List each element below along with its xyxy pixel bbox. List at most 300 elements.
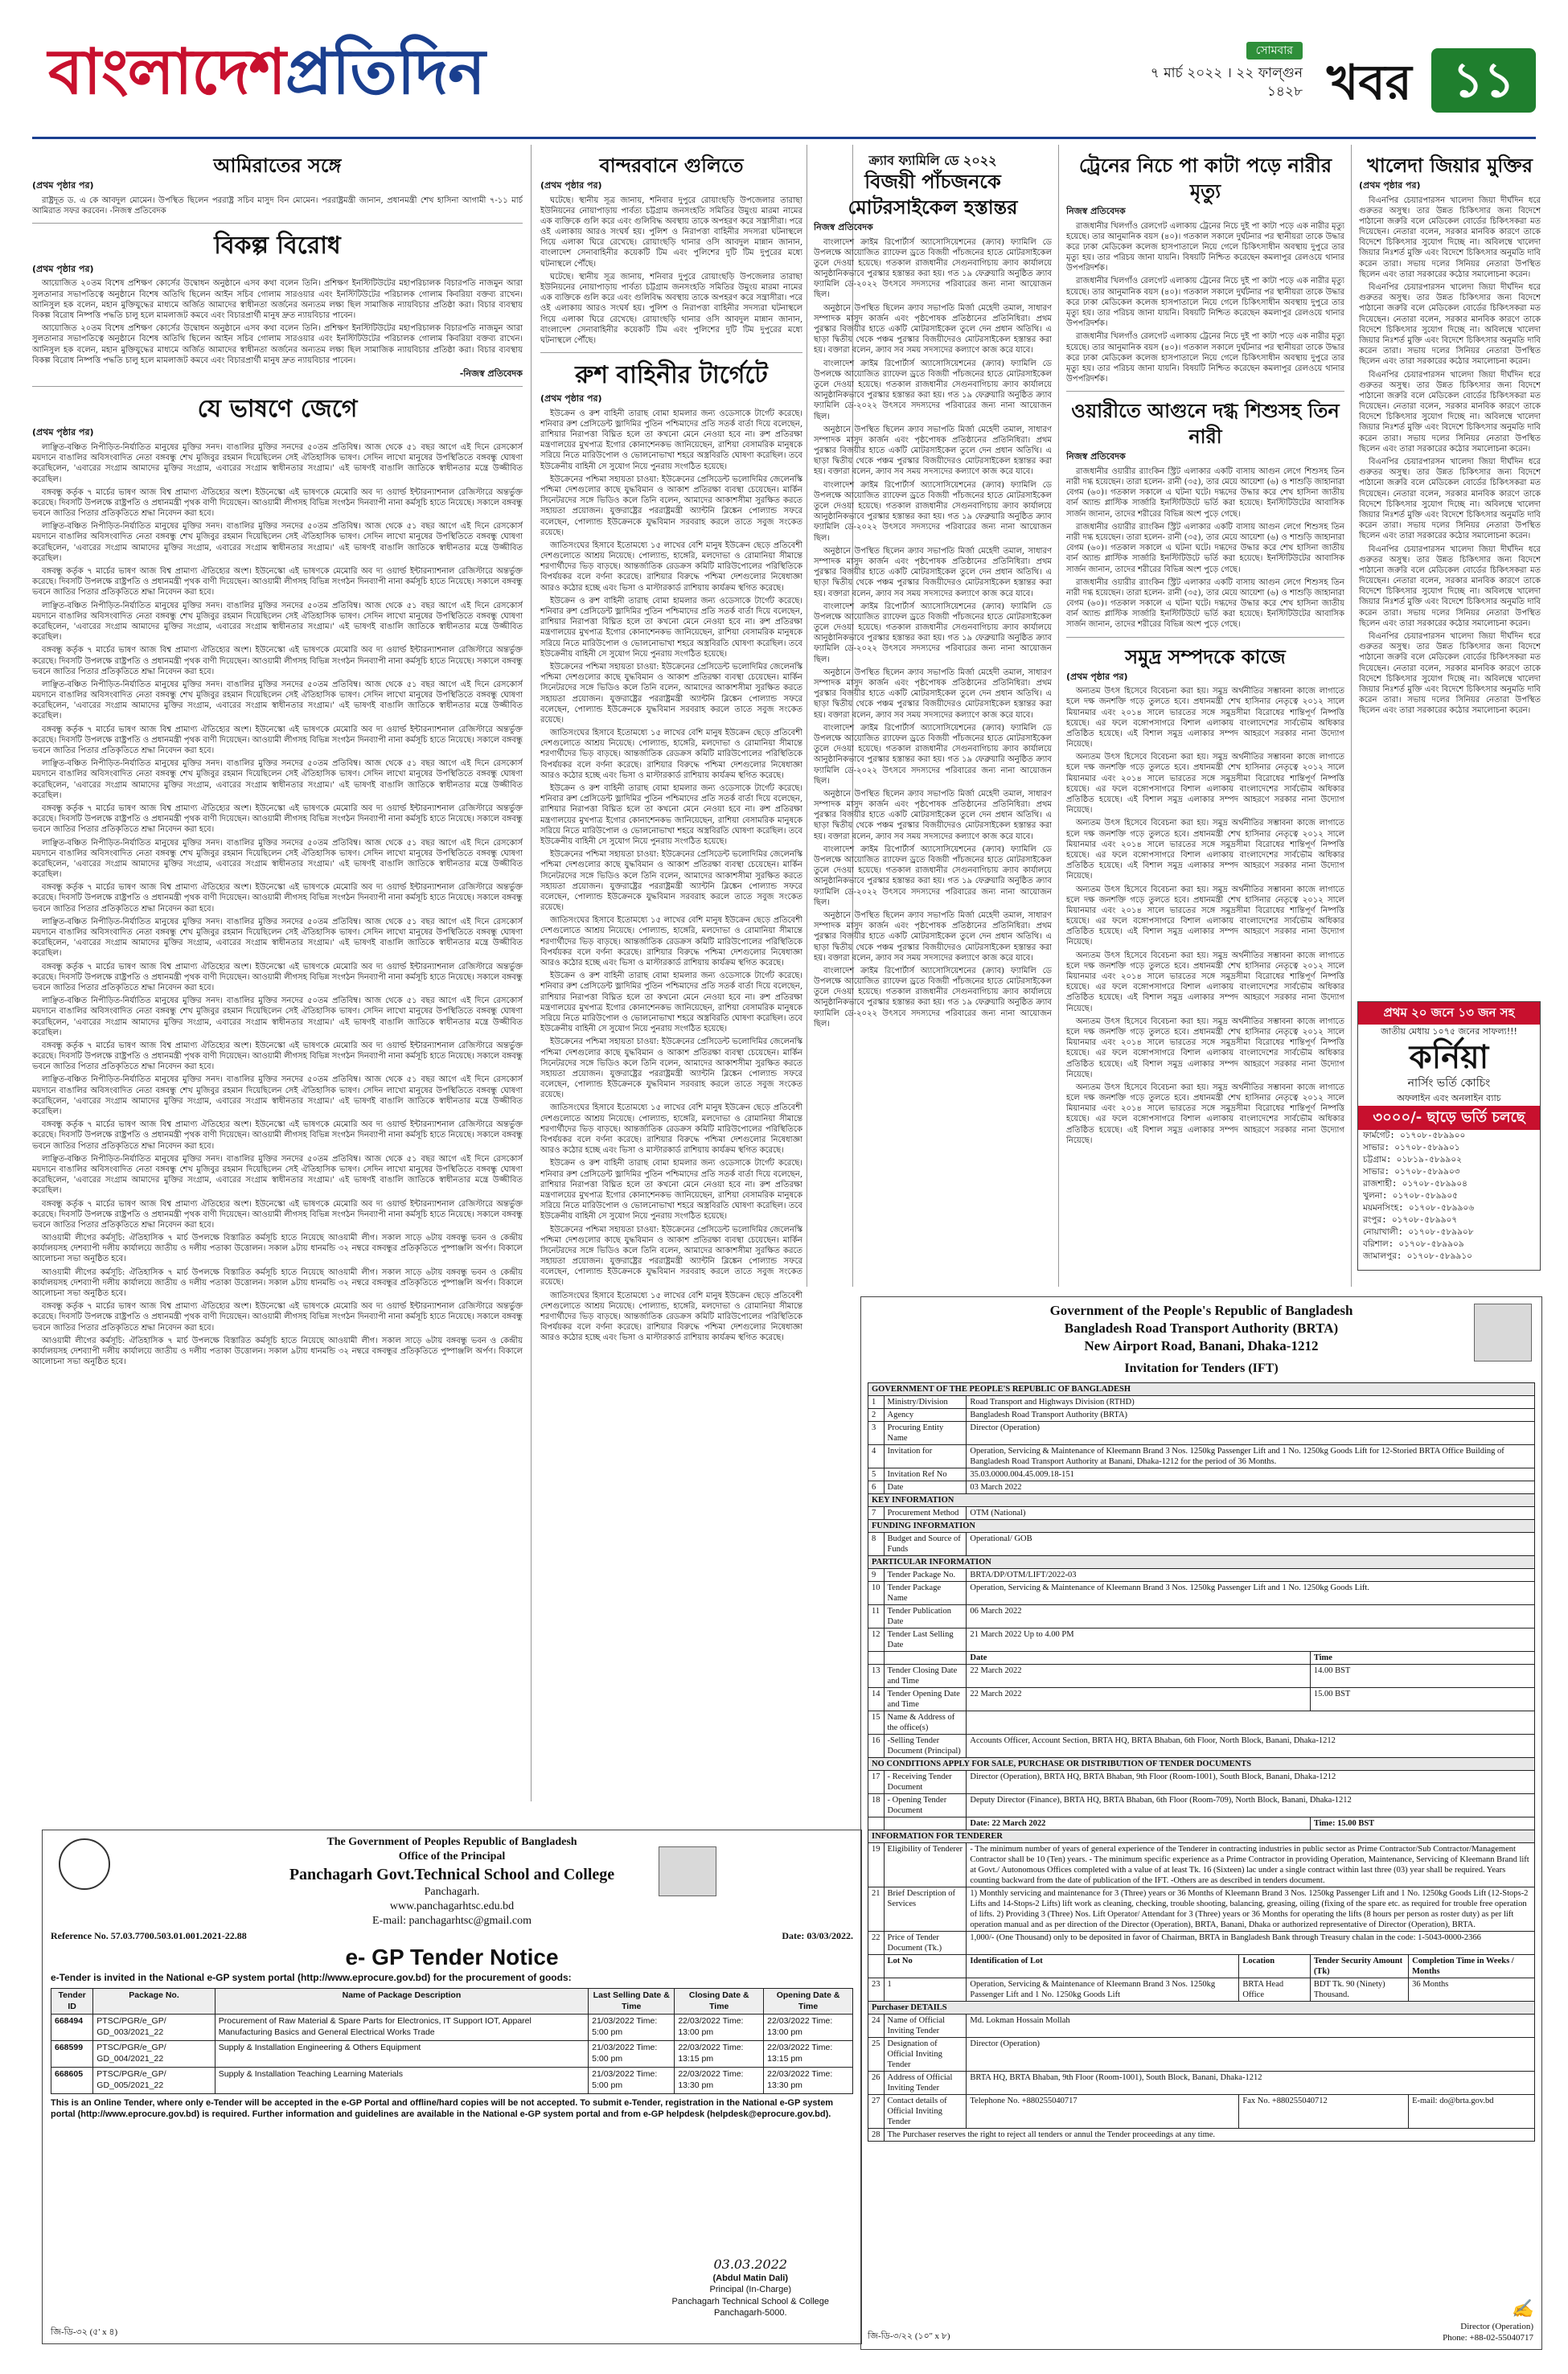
- table-cell: Address of Official Inviting Tender: [884, 2072, 967, 2095]
- article-body: অন্যতম উৎস হিসেবে বিবেচনা করা হয়। সমুদ্র অর্থনীতির সম্ভাবনা কাজে লাগাতে হলে দক্ষ জনশক্তি গড়ে তুলতে হবে। প্রধানমন্ত্রী শেখ হাসিনার নেতৃত্বে ২০১২ সালে মিয়ানমার এবং ২০১৪ সালে ভারতের সঙ্গে সমুদ্রসীমা বিরোধের শান্তিপূর্ণ নিষ্পত্তি হয়েছে। এর ফলে বঙ্গোপসাগরে বিশাল এলাকায় বাংলাদেশের সার্বভৌম অধিকার প্রতিষ্ঠিত হয়েছে। এই বিশাল সমুদ্র এলাকার সম্পদ আহরণে সরকার নানা উদ্যোগ নিয়েছে।: [1066, 753, 1344, 815]
- table-cell: 10: [868, 1582, 885, 1605]
- column-divider: [1058, 145, 1059, 1287]
- tender-header-3: New Airport Road, Banani, Dhaka-1212: [1084, 1338, 1319, 1353]
- headline[interactable]: বিকল্প বিরোধ: [214, 231, 341, 260]
- table-row: [868, 1396, 1535, 1409]
- table-cell: 17: [868, 1771, 885, 1794]
- article-body: ইউক্রেনের পশ্চিমা সহায়তা চাওয়া: ইউক্রেনের প্রেসিডেন্ট ভলোদিমির জেলেনস্কি পশ্চিমা দেশগুলোর কাছে যুদ্ধবিমান ও আকাশ প্রতিরক্ষা ব্যবস্থা চেয়েছেন। মার্কিন সিনেটরদের সঙ্গে ভিডিও কলে তিনি বলেন, আমাদের আকাশসীমা সুরক্ষিত করতে সহায়তা প্রয়োজন। যুক্তরাষ্ট্রের পররাষ্ট্রমন্ত্রী অ্যান্টনি ব্লিঙ্কেন পোল্যান্ড সফরে বলেছেন, পোল্যান্ড ইউক্রেনকে যুদ্ধবিমান সরবরাহ করলে তাতে সবুজ সংকেত রয়েছে।: [540, 662, 802, 725]
- table-cell: 4: [868, 1445, 885, 1468]
- column-4: [1066, 153, 1344, 1287]
- table-cell: PTSC/PGR/e_GP/ GD_004/2021_22: [93, 2041, 215, 2068]
- table-row: [868, 1445, 1535, 1468]
- table-cell: Operation, Servicing & Maintenance of Kleemann Brand 3 Nos. 1250kg Passenger Lift and 1 No. 1250kg Goods Lift.: [967, 1582, 1535, 1605]
- article-body: বঙ্গবন্ধু কর্তৃক ৭ মার্চের ভাষণ আজ বিশ্ব প্রামাণ্য ঐতিহ্যের অংশ। ইউনেস্কো এই ভাষণকে মেমোরি অব দ্য ওয়ার্ল্ড ইন্টারন্যাশনাল রেজিস্টারে অন্তর্ভুক্ত করেছে। দিবসটি উপলক্ষে রাষ্ট্রপতি ও প্রধানমন্ত্রী পৃথক বাণী দিয়েছেন। আওয়ামী লীগসহ বিভিন্ন সংগঠন দিনব্যাপী নানা কর্মসূচি হাতে নিয়েছে। সকালে বঙ্গবন্ধু ভবনে জাতির পিতার প্রতিকৃতিতে শ্রদ্ধা নিবেদন করা হবে।: [32, 803, 523, 835]
- table-cell: Procurement Method: [884, 1507, 967, 1520]
- story-divider: [32, 386, 523, 387]
- table-cell: -Selling Tender Document (Principal): [884, 1735, 967, 1758]
- ad-brand: কর্নিয়া: [1409, 1039, 1489, 1077]
- table-cell: 06 March 2022: [967, 1605, 1535, 1629]
- section-title: খবর: [1327, 55, 1412, 111]
- article-body: রাজধানীর ওয়ারীর র‍্যাংকিন স্ট্রিট এলাকার একটি বাসায় আগুন লেগে শিশুসহ তিন নারী দগ্ধ হয়েছেন। তারা হলেন- রানী (৩৫), তার মেয়ে আয়েশা (৬) ও শাশুড়ি জাহানারা বেগম (৬০)। গতকাল সকালে এ ঘটনা ঘটে। দগ্ধদের উদ্ধার করে শেখ হাসিনা জাতীয় বার্ন অ্যান্ড প্লাস্টিক সার্জারি ইনস্টিটিউটে ভর্তি করা হয়েছে। ইনস্টিটিউটের আবাসিক সার্জন জানান, তাদের শরীরের বিভিন্ন অংশ পুড়ে গেছে।: [1066, 466, 1344, 519]
- article-body: ইউক্রেন ও রুশ বাহিনী তারাছ বোমা হামলার জন্য ওডেসাকে টার্গেট করেছে। শনিবার রুশ প্রেসিডেন্ট ভ্লাদিমির পুতিন পশ্চিমাদের প্রতি সতর্ক বার্তা দিয়ে বলেছেন, রাশিয়ার নিরাপত্তা বিঘ্নিত হলে তা কখনো মেনে নেওয়া হবে না। রুশ প্রতিরক্ষা মন্ত্রণালয়ের মুখপাত্র ইগোর কোনাশেনকভ জানিয়েছেন, রাশিয়া বেসামরিক মানুষকে সরিয়ে নিতে মারিউপোল ও ভোলনোভাখা শহরে অস্ত্রবিরতি ঘোষণা করেছিল। তবে ইউক্রেনীয় বাহিনী সে সুযোগ নিয়ে পুনরায় সংগঠিত হয়েছে।: [540, 971, 802, 1034]
- masthead-rule: [32, 137, 1536, 139]
- table-cell: 23: [868, 1978, 885, 2002]
- table-cell: Designation of Official Inviting Tender: [884, 2038, 967, 2072]
- article-body: বঙ্গবন্ধু কর্তৃক ৭ মার্চের ভাষণ আজ বিশ্ব প্রামাণ্য ঐতিহ্যের অংশ। ইউনেস্কো এই ভাষণকে মেমোরি অব দ্য ওয়ার্ল্ড ইন্টারন্যাশনাল রেজিস্টারে অন্তর্ভুক্ত করেছে। দিবসটি উপলক্ষে রাষ্ট্রপতি ও প্রধানমন্ত্রী পৃথক বাণী দিয়েছেন। আওয়ামী লীগসহ বিভিন্ন সংগঠন দিনব্যাপী নানা কর্মসূচি হাতে নিয়েছে। সকালে বঙ্গবন্ধু ভবনে জাতির পিতার প্রতিকৃতিতে শ্রদ্ধা নিবেদন করা হবে।: [32, 725, 523, 755]
- table-row: [868, 2072, 1535, 2095]
- article-body: বঙ্গবন্ধু কর্তৃক ৭ মার্চের ভাষণ আজ বিশ্ব প্রামাণ্য ঐতিহ্যের অংশ। ইউনেস্কো এই ভাষণকে মেমোরি অব দ্য ওয়ার্ল্ড ইন্টারন্যাশনাল রেজিস্টারে অন্তর্ভুক্ত করেছে। দিবসটি উপলক্ষে রাষ্ট্রপতি ও প্রধানমন্ত্রী পৃথক বাণী দিয়েছেন। আওয়ামী লীগসহ বিভিন্ন সংগঠন দিনব্যাপী নানা কর্মসূচি হাতে নিয়েছে। সকালে বঙ্গবন্ধু ভবনে জাতির পিতার প্রতিকৃতিতে শ্রদ্ধা নিবেদন করা হবে।: [32, 1120, 523, 1151]
- newspaper-logo[interactable]: [48, 32, 486, 121]
- article-body: ইউক্রেন ও রুশ বাহিনী তারাছ বোমা হামলার জন্য ওডেসাকে টার্গেট করেছে। শনিবার রুশ প্রেসিডেন্ট ভ্লাদিমির পুতিন পশ্চিমাদের প্রতি সতর্ক বার্তা দিয়ে বলেছেন, রাশিয়ার নিরাপত্তা বিঘ্নিত হলে তা কখনো মেনে নেওয়া হবে না। রুশ প্রতিরক্ষা মন্ত্রণালয়ের মুখপাত্র ইগোর কোনাশেনকভ জানিয়েছেন, রাশিয়া বেসামরিক মানুষকে সরিয়ে নিতে মারিউপোল ও ভোলনোভাখা শহরে অস্ত্রবিরতি ঘোষণা করেছিল। তবে ইউক্রেনীয় বাহিনী সে সুযোগ নিয়ে পুনরায় সংগঠিত হয়েছে।: [540, 1159, 802, 1222]
- kicker: ক্র্যাব ফ্যামিলি ডে ২০২২: [868, 153, 997, 168]
- table-cell: GOVERNMENT OF THE PEOPLE'S REPUBLIC OF BANGLADESH: [868, 1383, 1535, 1396]
- table-cell: E-mail: do@brta.gov.bd: [1409, 2095, 1535, 2129]
- table-cell: Contact details of Official Inviting Tender: [884, 2095, 967, 2129]
- column-3: [814, 153, 1052, 1287]
- table-cell: Tender Package No.: [884, 1569, 967, 1582]
- ad-branch-item: রাজশাহী: ০১৭০৮-৫৮৯৯০৪: [1363, 1179, 1467, 1189]
- article-body: লাঞ্ছিত-বঞ্চিত নিপীড়িত-নির্যাতিত মানুষের মুক্তির সনদ। বাঙালির মুক্তির সনদের ৫০তম প্রতিবিম্ব। আজ থেকে ৫১ বছর আগে এই দিনে রেসকোর্স ময়দানে বাঙালির অবিসংবাদিত নেতা বঙ্গবন্ধু শেখ মুজিবুর রহমান দিয়েছিলেন সেই ঐতিহাসিক ভাষণ। সেদিন লাখো মানুষের উপস্থিতিতে বঙ্গবন্ধু ঘোষণা করেছিলেন, 'এবারের সংগ্রাম আমাদের মুক্তির সংগ্রাম, এবারের সংগ্রাম স্বাধীনতার সংগ্রাম।' এই ভাষণই বাঙালি জাতিকে স্বাধীনতার মন্ত্রে উজ্জীবিত করেছিল।: [32, 838, 523, 880]
- table-cell: OTM (National): [967, 1507, 1535, 1520]
- notice-intro: e-Tender is invited in the National e-GP system portal (http://www.eprocure.gov.bd) for the procurement of goods:: [51, 1971, 572, 1983]
- article-body: লাঞ্ছিত-বঞ্চিত নিপীড়িত-নির্যাতিত মানুষের মুক্তির সনদ। বাঙালির মুক্তির সনদের ৫০তম প্রতিবিম্ব। আজ থেকে ৫১ বছর আগে এই দিনে রেসকোর্স ময়দানে বাঙালির অবিসংবাদিত নেতা বঙ্গবন্ধু শেখ মুজিবুর রহমান দিয়েছিলেন সেই ঐতিহাসিক ভাষণ। সেদিন লাখো মানুষের উপস্থিতিতে বঙ্গবন্ধু ঘোষণা করেছিলেন, 'এবারের সংগ্রাম আমাদের মুক্তির সংগ্রাম, এবারের সংগ্রাম স্বাধীনতার সংগ্রাম।' এই ভাষণই বাঙালি জাতিকে স্বাধীনতার মন্ত্রে উজ্জীবিত করেছিল।: [32, 442, 523, 484]
- table-cell: 35.03.0000.004.45.009.18-151: [967, 1468, 1535, 1481]
- notice-title: e- GP Tender Notice: [345, 1944, 559, 1969]
- column-5: [1359, 153, 1541, 993]
- byline: (প্রথম পৃষ্ঠার পর): [1359, 180, 1421, 191]
- article-body: ইউক্রেনের পশ্চিমা সহায়তা চাওয়া: ইউক্রেনের প্রেসিডেন্ট ভলোদিমির জেলেনস্কি পশ্চিমা দেশগুলোর কাছে যুদ্ধবিমান ও আকাশ প্রতিরক্ষা ব্যবস্থা চেয়েছেন। মার্কিন সিনেটরদের সঙ্গে ভিডিও কলে তিনি বলেন, আমাদের আকাশসীমা সুরক্ষিত করতে সহায়তা প্রয়োজন। যুক্তরাষ্ট্রের পররাষ্ট্রমন্ত্রী অ্যান্টনি ব্লিঙ্কেন পোল্যান্ড সফরে বলেছেন, পোল্যান্ড ইউক্রেনকে যুদ্ধবিমান সরবরাহ করলে তাতে সবুজ সংকেত রয়েছে।: [540, 1037, 802, 1100]
- table-header: Tender ID: [51, 1988, 93, 2015]
- headline[interactable]: সমুদ্র সম্পদকে কাজে: [1125, 645, 1286, 668]
- signature: ✍: [1511, 2298, 1533, 2319]
- table-header: Package No.: [93, 1988, 215, 2015]
- table-row: [868, 1582, 1535, 1605]
- table-cell: Telephone No. +880255040717: [967, 2095, 1239, 2129]
- table-cell: 668599: [51, 2041, 93, 2068]
- table-cell: Identification of Lot: [967, 1955, 1239, 1978]
- article-body: অন্যতম উৎস হিসেবে বিবেচনা করা হয়। সমুদ্র অর্থনীতির সম্ভাবনা কাজে লাগাতে হলে দক্ষ জনশক্তি গড়ে তুলতে হবে। প্রধানমন্ত্রী শেখ হাসিনার নেতৃত্বে ২০১২ সালে মিয়ানমার এবং ২০১৪ সালে ভারতের সঙ্গে সমুদ্রসীমা বিরোধের শান্তিপূর্ণ নিষ্পত্তি হয়েছে। এর ফলে বঙ্গোপসাগরে বিশাল এলাকায় বাংলাদেশের সার্বভৌম অধিকার প্রতিষ্ঠিত হয়েছে। এই বিশাল সমুদ্র এলাকার সম্পদ আহরণে সরকার নানা উদ্যোগ নিয়েছে।: [1066, 951, 1344, 1013]
- tender-title: Invitation for Tenders (IFT): [1124, 1362, 1279, 1375]
- table-cell: Director (Operation): [967, 2038, 1535, 2072]
- article-body: আয়োজিত ২০তম বিশেষ প্রশিক্ষণ কোর্সের উদ্বোধন অনুষ্ঠানে এসব কথা বলেন তিনি। প্রশিক্ষণ ইনস্টিটিউটের মহাপরিচালক বিচারপতি নাজমুন আরা সুলতানার সভাপতিত্বে অনুষ্ঠানে বিশেষ অতিথি ছিলেন আইন সচিব গোলাম সারওয়ার এবং ইনস্টিটিউটের পরিচালক গোলাম কিবরিয়া বক্তব্য রাখেন। আনিসুল হক বলেন, মহান মুক্তিযুদ্ধের মাধ্যমে অর্জিত আমাদের স্বাধীনতা অর্জনের অন্যতম লক্ষ্য ছিল সামাজিক ন্যায়বিচার প্রতিষ্ঠা করা। বিচার ব্যবস্থায় বিকল্প বিরোধ নিষ্পত্তি পদ্ধতি চালু হলে মামলাজট কমবে এবং বিচারপ্রার্থী মানুষ দ্রুত ন্যায়বিচার পাবেন।: [32, 279, 523, 320]
- headline[interactable]: আমিরাতের সঙ্গে: [213, 154, 342, 177]
- article-body: বঙ্গবন্ধু কর্তৃক ৭ মার্চের ভাষণ আজ বিশ্ব প্রামাণ্য ঐতিহ্যের অংশ। ইউনেস্কো এই ভাষণকে মেমোরি অব দ্য ওয়ার্ল্ড ইন্টারন্যাশনাল রেজিস্টারে অন্তর্ভুক্ত করেছে। দিবসটি উপলক্ষে রাষ্ট্রপতি ও প্রধানমন্ত্রী পৃথক বাণী দিয়েছেন। আওয়ামী লীগসহ বিভিন্ন সংগঠন দিনব্যাপী নানা কর্মসূচি হাতে নিয়েছে। সকালে বঙ্গবন্ধু ভবনে জাতির পিতার প্রতিকৃতিতে শ্রদ্ধা নিবেদন করা হবে।: [32, 1199, 523, 1230]
- table-cell: 03 March 2022: [967, 1481, 1535, 1494]
- table-row: [868, 1481, 1535, 1494]
- portrait-image: [1474, 1304, 1532, 1362]
- table-cell: Bangladesh Road Transport Authority (BRTA): [967, 1409, 1535, 1422]
- table-cell: 1: [884, 1978, 967, 2002]
- seal-image: [59, 1838, 110, 1890]
- table-row: [868, 1665, 1535, 1688]
- table-cell: Operation, Servicing & Maintenance of Kleemann Brand 3 Nos. 1250kg Passenger Lift and 1 No. 1250kg Goods Lift: [967, 1978, 1239, 2002]
- table-cell: [868, 1652, 885, 1665]
- table-row: [51, 2015, 853, 2041]
- table-cell: 668605: [51, 2067, 93, 2093]
- table-cell: The Purchaser reserves the right to reject all tenders or annul the Tender proceedings at any time.: [884, 2129, 1535, 2142]
- headline[interactable]: বিজয়ী পাঁচজনকে মোটরসাইকেল হস্তান্তর: [848, 170, 1018, 219]
- table-cell: BRTA Head Office: [1239, 1978, 1310, 2002]
- headline[interactable]: যে ভাষণে জেগে: [197, 395, 358, 424]
- table-cell: 21/03/2022 Time: 5:00 pm: [589, 2015, 675, 2041]
- table-cell: Location: [1239, 1955, 1310, 1978]
- article-body: লাঞ্ছিত-বঞ্চিত নিপীড়িত-নির্যাতিত মানুষের মুক্তির সনদ। বাঙালির মুক্তির সনদের ৫০তম প্রতিবিম্ব। আজ থেকে ৫১ বছর আগে এই দিনে রেসকোর্স ময়দানে বাঙালির অবিসংবাদিত নেতা বঙ্গবন্ধু শেখ মুজিবুর রহমান দিয়েছিলেন সেই ঐতিহাসিক ভাষণ। সেদিন লাখো মানুষের উপস্থিতিতে বঙ্গবন্ধু ঘোষণা করেছিলেন, 'এবারের সংগ্রাম আমাদের মুক্তির সংগ্রাম, এবারের সংগ্রাম স্বাধীনতার সংগ্রাম।' এই ভাষণই বাঙালি জাতিকে স্বাধীনতার মন্ত্রে উজ্জীবিত করেছিল।: [32, 1075, 523, 1116]
- table-row: [868, 1629, 1535, 1652]
- table-cell: 24: [868, 2015, 885, 2038]
- signature-block: [1443, 2298, 1533, 2344]
- signature-block: [672, 2256, 829, 2319]
- headline[interactable]: বান্দরবানে গুলিতে: [599, 154, 744, 177]
- table-row: [868, 1688, 1535, 1711]
- column-divider: [531, 145, 532, 1801]
- sign-role: Principal (In-Charge): [709, 2285, 791, 2295]
- brta-tender-notice: [860, 1296, 1542, 2350]
- table-cell: 15.00 BST: [1310, 1688, 1534, 1711]
- table-row: [868, 1520, 1535, 1533]
- table-cell: 22/03/2022 Time: 13:00 pm: [764, 2015, 853, 2041]
- table-cell: Budget and Source of Funds: [884, 1533, 967, 1556]
- article-body: লাঞ্ছিত-বঞ্চিত নিপীড়িত-নির্যাতিত মানুষের মুক্তির সনদ। বাঙালির মুক্তির সনদের ৫০তম প্রতিবিম্ব। আজ থেকে ৫১ বছর আগে এই দিনে রেসকোর্স ময়দানে বাঙালির অবিসংবাদিত নেতা বঙ্গবন্ধু শেখ মুজিবুর রহমান দিয়েছিলেন সেই ঐতিহাসিক ভাষণ। সেদিন লাখো মানুষের উপস্থিতিতে বঙ্গবন্ধু ঘোষণা করেছিলেন, 'এবারের সংগ্রাম আমাদের মুক্তির সংগ্রাম, এবারের সংগ্রাম স্বাধীনতার সংগ্রাম।' এই ভাষণই বাঙালি জাতিকে স্বাধীনতার মন্ত্রে উজ্জীবিত করেছিল।: [32, 1154, 523, 1196]
- table-cell: Deputy Director (Finance), BRTA HQ, BRTA Bhaban, 6th Floor (Room-709), North Block, Banani, Dhaka-1212: [967, 1794, 1535, 1817]
- reference-no: Reference No. 57.03.7700.503.01.001.2021-22.88: [51, 1930, 247, 1941]
- table-cell: Price of Tender Document (Tk.): [884, 1932, 967, 1955]
- table-row: [868, 1422, 1535, 1445]
- story-divider: [1066, 637, 1344, 638]
- article-body: লাঞ্ছিত-বঞ্চিত নিপীড়িত-নির্যাতিত মানুষের মুক্তির সনদ। বাঙালির মুক্তির সনদের ৫০তম প্রতিবিম্ব। আজ থেকে ৫১ বছর আগে এই দিনে রেসকোর্স ময়দানে বাঙালির অবিসংবাদিত নেতা বঙ্গবন্ধু শেখ মুজিবুর রহমান দিয়েছিলেন সেই ঐতিহাসিক ভাষণ। সেদিন লাখো মানুষের উপস্থিতিতে বঙ্গবন্ধু ঘোষণা করেছিলেন, 'এবারের সংগ্রাম আমাদের মুক্তির সংগ্রাম, এবারের সংগ্রাম স্বাধীনতার সংগ্রাম।' এই ভাষণই বাঙালি জাতিকে স্বাধীনতার মন্ত্রে উজ্জীবিত করেছিল।: [32, 680, 523, 721]
- tender-table: [868, 1382, 1535, 2142]
- story-divider: [32, 223, 523, 224]
- table-row: [868, 2015, 1535, 2038]
- article-body: অনুষ্ঠানে উপস্থিত ছিলেন ক্র্যাব সভাপতি মির্জা মেহেদী তমাল, সাধারণ সম্পাদক মাসুদ কার্জন এবং পৃষ্ঠপোষক প্রতিষ্ঠানের প্রতিনিধিরা। প্রথম পুরস্কার বিজয়ীর হাতে একটি মোটরসাইকেল তুলে দেন প্রধান অতিথি। এ ছাড়া দ্বিতীয় থেকে পঞ্চম পুরস্কার বিজয়ীদেরও মোটরসাইকেল হস্তান্তর করা হয়। বক্তারা বলেন, ক্র্যাব সব সময় সদস্যদের কল্যাণে কাজ করে যাবে।: [814, 789, 1052, 841]
- table-cell: [868, 1955, 885, 1978]
- ad-branch-item: খুলনা: ০১৭০৮-৫৮৯৯০৫: [1363, 1191, 1458, 1201]
- headline[interactable]: ট্রেনের নিচে পা কাটা পড়ে নারীর মৃত্যু: [1078, 154, 1332, 203]
- headline[interactable]: রুশ বাহিনীর টার্গেটে: [575, 361, 768, 390]
- table-cell: Director (Operation): [967, 1422, 1535, 1445]
- ad-cornia[interactable]: [1357, 1001, 1541, 1271]
- article-body: লাঞ্ছিত-বঞ্চিত নিপীড়িত-নির্যাতিত মানুষের মুক্তির সনদ। বাঙালির মুক্তির সনদের ৫০তম প্রতিবিম্ব। আজ থেকে ৫১ বছর আগে এই দিনে রেসকোর্স ময়দানে বাঙালির অবিসংবাদিত নেতা বঙ্গবন্ধু শেখ মুজিবুর রহমান দিয়েছিলেন সেই ঐতিহাসিক ভাষণ। সেদিন লাখো মানুষের উপস্থিতিতে বঙ্গবন্ধু ঘোষণা করেছিলেন, 'এবারের সংগ্রাম আমাদের মুক্তির সংগ্রাম, এবারের সংগ্রাম স্বাধীনতার সংগ্রাম।' এই ভাষণই বাঙালি জাতিকে স্বাধীনতার মন্ত্রে উজ্জীবিত করেছিল।: [32, 601, 523, 643]
- byline: নিজস্ব প্রতিবেদক: [1066, 206, 1126, 216]
- table-cell: 3: [868, 1422, 885, 1445]
- table-cell: Eligibility of Tenderer: [884, 1843, 967, 1887]
- table-cell: 21 March 2022 Up to 4.00 PM: [967, 1629, 1535, 1652]
- article-body: লাঞ্ছিত-বঞ্চিত নিপীড়িত-নির্যাতিত মানুষের মুক্তির সনদ। বাঙালির মুক্তির সনদের ৫০তম প্রতিবিম্ব। আজ থেকে ৫১ বছর আগে এই দিনে রেসকোর্স ময়দানে বাঙালির অবিসংবাদিত নেতা বঙ্গবন্ধু শেখ মুজিবুর রহমান দিয়েছিলেন সেই ঐতিহাসিক ভাষণ। সেদিন লাখো মানুষের উপস্থিতিতে বঙ্গবন্ধু ঘোষণা করেছিলেন, 'এবারের সংগ্রাম আমাদের মুক্তির সংগ্রাম, এবারের সংগ্রাম স্বাধীনতার সংগ্রাম।' এই ভাষণই বাঙালি জাতিকে স্বাধীনতার মন্ত্রে উজ্জীবিত করেছিল।: [32, 917, 523, 959]
- article-body: লাঞ্ছিত-বঞ্চিত নিপীড়িত-নির্যাতিত মানুষের মুক্তির সনদ। বাঙালির মুক্তির সনদের ৫০তম প্রতিবিম্ব। আজ থেকে ৫১ বছর আগে এই দিনে রেসকোর্স ময়দানে বাঙালির অবিসংবাদিত নেতা বঙ্গবন্ধু শেখ মুজিবুর রহমান দিয়েছিলেন সেই ঐতিহাসিক ভাষণ। সেদিন লাখো মানুষের উপস্থিতিতে বঙ্গবন্ধু ঘোষণা করেছিলেন, 'এবারের সংগ্রাম আমাদের মুক্তির সংগ্রাম, এবারের সংগ্রাম স্বাধীনতার সংগ্রাম।' এই ভাষণই বাঙালি জাতিকে স্বাধীনতার মন্ত্রে উজ্জীবিত করেছিল।: [32, 522, 523, 563]
- table-row: [868, 1830, 1535, 1843]
- ref-row: [51, 1930, 853, 1943]
- table-row: [868, 1652, 1535, 1665]
- masthead: [0, 0, 1568, 161]
- story-divider: [1066, 391, 1344, 392]
- table-cell: Tender Opening Date and Time: [884, 1688, 967, 1711]
- article-body: বঙ্গবন্ধু কর্তৃক ৭ মার্চের ভাষণ আজ বিশ্ব প্রামাণ্য ঐতিহ্যের অংশ। ইউনেস্কো এই ভাষণকে মেমোরি অব দ্য ওয়ার্ল্ড ইন্টারন্যাশনাল রেজিস্টারে অন্তর্ভুক্ত করেছে। দিবসটি উপলক্ষে রাষ্ট্রপতি ও প্রধানমন্ত্রী পৃথক বাণী দিয়েছেন। আওয়ামী লীগসহ বিভিন্ন সংগঠন দিনব্যাপী নানা কর্মসূচি হাতে নিয়েছে। সকালে বঙ্গবন্ধু ভবনে জাতির পিতার প্রতিকৃতিতে শ্রদ্ধা নিবেদন করা হবে।: [32, 646, 523, 676]
- table-cell: 25: [868, 2038, 885, 2072]
- tender-header-2: Bangladesh Road Transport Authority (BRTA): [1064, 1320, 1339, 1336]
- table-row: [868, 1735, 1535, 1758]
- page-number: ১১: [1431, 48, 1536, 113]
- article-body: বঙ্গবন্ধু কর্তৃক ৭ মার্চের ভাষণ আজ বিশ্ব প্রামাণ্য ঐতিহ্যের অংশ। ইউনেস্কো এই ভাষণকে মেমোরি অব দ্য ওয়ার্ল্ড ইন্টারন্যাশনাল রেজিস্টারে অন্তর্ভুক্ত করেছে। দিবসটি উপলক্ষে রাষ্ট্রপতি ও প্রধানমন্ত্রী পৃথক বাণী দিয়েছেন। আওয়ামী লীগসহ বিভিন্ন সংগঠন দিনব্যাপী নানা কর্মসূচি হাতে নিয়েছে। সকালে বঙ্গবন্ধু ভবনে জাতির পিতার প্রতিকৃতিতে শ্রদ্ধা নিবেদন করা হবে।: [32, 487, 523, 519]
- table-cell: 22/03/2022 Time: 13:15 pm: [675, 2041, 764, 2068]
- table-cell: Tender Last Selling Date: [884, 1629, 967, 1652]
- table-cell: Time: 15.00 BST: [1310, 1817, 1534, 1830]
- article-body: বাংলাদেশ ক্রাইম রিপোর্টার্স অ্যাসোসিয়েশনের (ক্র্যাব) ফ্যামিলি ডে উপলক্ষে আয়োজিত র‍্যাফেল ড্রতে বিজয়ী পাঁচজনের হাতে মোটরসাইকেল তুলে দেওয়া হয়েছে। গতকাল রাজধানীর সেগুনবাগিচায় ক্র্যাব কার্যালয়ে আনুষ্ঠানিকভাবে পুরস্কার হস্তান্তর করা হয়। গত ১৯ ফেব্রুয়ারি অনুষ্ঠিত ক্র্যাব ফ্যামিলি ডে-২০২২ উৎসবে সদস্যদের পরিবারের জন্য নানা আয়োজন ছিল।: [814, 966, 1052, 1029]
- institute-email[interactable]: E-mail: panchagarhtsc@gmail.com: [372, 1915, 532, 1927]
- article-body: রাজধানীর খিলগাঁও রেলগেট এলাকায় ট্রেনের নিচে দুই পা কাটা পড়ে এক নারীর মৃত্যু হয়েছে। তার আনুমানিক বয়স (৪০)। গতকাল সকালে দুর্ঘটনার পর স্থানীয়রা তাকে উদ্ধার করে ঢাকা মেডিকেল কলেজ হাসপাতালে নিয়ে গেলে চিকিৎসাধীন অবস্থায় দুপুরে তার মৃত্যু হয়। তার পরিচয় জানা যায়নি। বিষয়টি নিশ্চিত করেছেন কমলাপুর রেলওয়ে থানার উপপরিদর্শক।: [1066, 277, 1344, 329]
- table-cell: FUNDING INFORMATION: [868, 1520, 1535, 1533]
- table-cell: 36 Months: [1409, 1978, 1535, 2002]
- table-cell: [868, 1817, 885, 1830]
- table-cell: Agency: [884, 1409, 967, 1422]
- article-body: লাঞ্ছিত-বঞ্চিত নিপীড়িত-নির্যাতিত মানুষের মুক্তির সনদ। বাঙালির মুক্তির সনদের ৫০তম প্রতিবিম্ব। আজ থেকে ৫১ বছর আগে এই দিনে রেসকোর্স ময়দানে বাঙালির অবিসংবাদিত নেতা বঙ্গবন্ধু শেখ মুজিবুর রহমান দিয়েছিলেন সেই ঐতিহাসিক ভাষণ। সেদিন লাখো মানুষের উপস্থিতিতে বঙ্গবন্ধু ঘোষণা করেছিলেন, 'এবারের সংগ্রাম আমাদের মুক্তির সংগ্রাম, এবারের সংগ্রাম স্বাধীনতার সংগ্রাম।' এই ভাষণই বাঙালি জাতিকে স্বাধীনতার মন্ত্রে উজ্জীবিত করেছিল।: [32, 996, 523, 1037]
- table-cell: Tender Package Name: [884, 1582, 967, 1605]
- table-cell: 11: [868, 1605, 885, 1629]
- table-cell: 22 March 2022: [967, 1665, 1310, 1688]
- sign-place: Panchagarh-5000.: [714, 2308, 787, 2319]
- byline: -নিজস্ব প্রতিবেদক: [459, 368, 523, 379]
- table-cell: 22 March 2022: [967, 1688, 1310, 1711]
- ad-code: জি-ডি-৩/২২ (১০'' x ৮): [868, 2331, 950, 2342]
- table-row: [868, 1932, 1535, 1955]
- table-cell: 21: [868, 1887, 885, 1932]
- table-cell: 21/03/2022 Time: 5:00 pm: [589, 2067, 675, 2093]
- table-row: [51, 2041, 853, 2068]
- article-body: আওয়ামী লীগের কর্মসূচি: ঐতিহাসিক ৭ মার্চ উপলক্ষে বিস্তারিত কর্মসূচি হাতে নিয়েছে আওয়ামী লীগ। সকাল সাড়ে ৬টায় বঙ্গবন্ধু ভবন ও কেন্দ্রীয় কার্যালয়সহ দেশব্যাপী দলীয় কার্যালয়ে জাতীয় ও দলীয় পতাকা উত্তোলন। সকাল ৯টায় ধানমন্ডি ৩২ নম্বরে বঙ্গবন্ধুর প্রতিকৃতিতে পুষ্পাঞ্জলি অর্পণ। বিকালে আলোচনা সভা অনুষ্ঠিত হবে।: [32, 1336, 523, 1367]
- table-cell: Road Transport and Highways Division (RTHD): [967, 1396, 1535, 1409]
- article-body: আয়োজিত ২০তম বিশেষ প্রশিক্ষণ কোর্সের উদ্বোধন অনুষ্ঠানে এসব কথা বলেন তিনি। প্রশিক্ষণ ইনস্টিটিউটের মহাপরিচালক বিচারপতি নাজমুন আরা সুলতানার সভাপতিত্বে অনুষ্ঠানে বিশেষ অতিথি ছিলেন আইন সচিব গোলাম সারওয়ার এবং ইনস্টিটিউটের পরিচালক গোলাম কিবরিয়া বক্তব্য রাখেন। আনিসুল হক বলেন, মহান মুক্তিযুদ্ধের মাধ্যমে অর্জিত আমাদের স্বাধীনতা অর্জনের অন্যতম লক্ষ্য ছিল সামাজিক ন্যায়বিচার প্রতিষ্ঠা করা। বিচার ব্যবস্থায় বিকল্প বিরোধ নিষ্পত্তি পদ্ধতি চালু হলে মামলাজট কমবে এবং বিচারপ্রার্থী মানুষ দ্রুত ন্যায়বিচার পাবেন।: [32, 324, 523, 365]
- table-cell: 21/03/2022 Time: 5:00 pm: [589, 2041, 675, 2068]
- table-cell: 15: [868, 1711, 885, 1735]
- column-1: [32, 153, 523, 1817]
- table-cell: 22/03/2022 Time: 13:30 pm: [764, 2067, 853, 2093]
- headline[interactable]: ওয়ারীতে আগুনে দগ্ধ শিশুসহ তিন নারী: [1071, 400, 1340, 449]
- ad-branch-item: নোয়াখালী: ০১৭০৮-৫৮৯৯০৮: [1363, 1227, 1474, 1238]
- table-cell: BDT Tk. 90 (Ninety) Thousand.: [1310, 1978, 1408, 2002]
- article-body: ইউক্রেন ও রুশ বাহিনী তারাছ বোমা হামলার জন্য ওডেসাকে টার্গেট করেছে। শনিবার রুশ প্রেসিডেন্ট ভ্লাদিমির পুতিন পশ্চিমাদের প্রতি সতর্ক বার্তা দিয়ে বলেছেন, রাশিয়ার নিরাপত্তা বিঘ্নিত হলে তা কখনো মেনে নেওয়া হবে না। রুশ প্রতিরক্ষা মন্ত্রণালয়ের মুখপাত্র ইগোর কোনাশেনকভ জানিয়েছেন, রাশিয়া বেসামরিক মানুষকে সরিয়ে নিতে মারিউপোল ও ভোলনোভাখা শহরে অস্ত্রবিরতি ঘোষণা করেছিল। তবে ইউক্রেনীয় বাহিনী সে সুযোগ নিয়ে পুনরায় সংগঠিত হয়েছে।: [540, 784, 802, 846]
- table-cell: 22/03/2022 Time: 13:15 pm: [764, 2041, 853, 2068]
- byline: (প্রথম পৃষ্ঠার পর): [540, 393, 602, 405]
- article-body: ঘটেছে। স্থানীয় সূত্র জানায়, শনিবার দুপুরে রোয়াংছড়ি উপজেলার তারাছা ইউনিয়নের নোয়াপাড়ায় পার্বত্য চট্টগ্রাম জনসংহতি সমিতির উমুংয় মারমা নামের এক ব্যক্তিকে গুলি করে এবং গুলিবিদ্ধ অবস্থায় তাকে অপহরণ করে সন্ত্রাসীরা। পরে ওই এলাকায় আরও সংঘর্ষ হয়। পুলিশ ও নিরাপত্তা বাহিনীর সদস্যরা ঘটনাস্থলে গিয়ে এলাকা ঘিরে রেখেছে। রোয়াংছড়ি থানার ওসি আবদুল মান্নান জানান, বাংলাদেশ সেনাবাহিনীর কয়েকটি টিম এবং পুলিশের দুটি টিম দুপুরের মধ্যে ঘটনাস্থলে পৌঁছে।: [540, 272, 802, 345]
- table-cell: Purchaser DETAILS: [868, 2002, 1535, 2015]
- table-cell: 16: [868, 1735, 885, 1758]
- article-body: ইউক্রেনের পশ্চিমা সহায়তা চাওয়া: ইউক্রেনের প্রেসিডেন্ট ভলোদিমির জেলেনস্কি পশ্চিমা দেশগুলোর কাছে যুদ্ধবিমান ও আকাশ প্রতিরক্ষা ব্যবস্থা চেয়েছেন। মার্কিন সিনেটরদের সঙ্গে ভিডিও কলে তিনি বলেন, আমাদের আকাশসীমা সুরক্ষিত করতে সহায়তা প্রয়োজন। যুক্তরাষ্ট্রের পররাষ্ট্রমন্ত্রী অ্যান্টনি ব্লিঙ্কেন পোল্যান্ড সফরে বলেছেন, পোল্যান্ড ইউক্রেনকে যুদ্ধবিমান সরবরাহ করলে তাতে সবুজ সংকেত রয়েছে।: [540, 850, 802, 913]
- table-cell: - Opening Tender Document: [884, 1794, 967, 1817]
- article-body: বিএনপির চেয়ারপারসন খালেদা জিয়া দীর্ঘদিন ধরে গুরুতর অসুস্থ। তার উন্নত চিকিৎসার জন্য বিদেশে পাঠানো জরুরি বলে মেডিকেল বোর্ডের চিকিৎসকরা মত দিয়েছেন। নেতারা বলেন, সরকার মানবিক কারণে তাকে বিদেশে চিকিৎসার সুযোগ দিচ্ছে না। অবিলম্বে খালেদা জিয়ার নিঃশর্ত মুক্তি এবং বিদেশে চিকিৎসার অনুমতি দাবি করেন তারা। সভায় দলের সিনিয়র নেতারা উপস্থিত ছিলেন এবং তারা সরকারের কঠোর সমালোচনা করেন।: [1359, 544, 1541, 628]
- table-row: [868, 2038, 1535, 2072]
- institute-web[interactable]: www.panchagarhtsc.edu.bd: [389, 1900, 515, 1912]
- ad-branch-item: বরিশাল: ০১৭০৮-৫৮৯৯০৯: [1363, 1239, 1464, 1250]
- article-body: রাজধানীর ওয়ারীর র‍্যাংকিন স্ট্রিট এলাকার একটি বাসায় আগুন লেগে শিশুসহ তিন নারী দগ্ধ হয়েছেন। তারা হলেন- রানী (৩৫), তার মেয়ে আয়েশা (৬) ও শাশুড়ি জাহানারা বেগম (৬০)। গতকাল সকালে এ ঘটনা ঘটে। দগ্ধদের উদ্ধার করে শেখ হাসিনা জাতীয় বার্ন অ্যান্ড প্লাস্টিক সার্জারি ইনস্টিটিউটে ভর্তি করা হয়েছে। ইনস্টিটিউটের আবাসিক সার্জন জানান, তাদের শরীরের বিভিন্ন অংশ পুড়ে গেছে।: [1066, 577, 1344, 630]
- article-body: ইউক্রেনের পশ্চিমা সহায়তা চাওয়া: ইউক্রেনের প্রেসিডেন্ট ভলোদিমির জেলেনস্কি পশ্চিমা দেশগুলোর কাছে যুদ্ধবিমান ও আকাশ প্রতিরক্ষা ব্যবস্থা চেয়েছেন। মার্কিন সিনেটরদের সঙ্গে ভিডিও কলে তিনি বলেন, আমাদের আকাশসীমা সুরক্ষিত করতে সহায়তা প্রয়োজন। যুক্তরাষ্ট্রের পররাষ্ট্রমন্ত্রী অ্যান্টনি ব্লিঙ্কেন পোল্যান্ড সফরে বলেছেন, পোল্যান্ড ইউক্রেনকে যুদ্ধবিমান সরবরাহ করলে তাতে সবুজ সংকেত রয়েছে।: [540, 474, 802, 537]
- byline: নিজস্ব প্রতিবেদক: [814, 222, 873, 232]
- table-row: [868, 1711, 1535, 1735]
- table-cell: Time: [1310, 1652, 1534, 1665]
- article-body: বাংলাদেশ ক্রাইম রিপোর্টার্স অ্যাসোসিয়েশনের (ক্র্যাব) ফ্যামিলি ডে উপলক্ষে আয়োজিত র‍্যাফেল ড্রতে বিজয়ী পাঁচজনের হাতে মোটরসাইকেল তুলে দেওয়া হয়েছে। গতকাল রাজধানীর সেগুনবাগিচায় ক্র্যাব কার্যালয়ে আনুষ্ঠানিকভাবে পুরস্কার হস্তান্তর করা হয়। গত ১৯ ফেব্রুয়ারি অনুষ্ঠিত ক্র্যাব ফ্যামিলি ডে-২০২২ উৎসবে সদস্যদের পরিবারের জন্য নানা আয়োজন ছিল।: [814, 237, 1052, 300]
- table-cell: Operational/ GOB: [967, 1533, 1535, 1556]
- table-cell: Accounts Officer, Account Section, BRTA HQ, BRTA Bhaban, 6th Floor, North Block, Banani, Dhaka-1212: [967, 1735, 1535, 1758]
- table-row: [868, 1507, 1535, 1520]
- article-body: অন্যতম উৎস হিসেবে বিবেচনা করা হয়। সমুদ্র অর্থনীতির সম্ভাবনা কাজে লাগাতে হলে দক্ষ জনশক্তি গড়ে তুলতে হবে। প্রধানমন্ত্রী শেখ হাসিনার নেতৃত্বে ২০১২ সালে মিয়ানমার এবং ২০১৪ সালে ভারতের সঙ্গে সমুদ্রসীমা বিরোধের শান্তিপূর্ণ নিষ্পত্তি হয়েছে। এর ফলে বঙ্গোপসাগরে বিশাল এলাকায় বাংলাদেশের সার্বভৌম অধিকার প্রতিষ্ঠিত হয়েছে। এই বিশাল সমুদ্র এলাকার সম্পদ আহরণে সরকার নানা উদ্যোগ নিয়েছে।: [1066, 1082, 1344, 1145]
- article-body: বিএনপির চেয়ারপারসন খালেদা জিয়া দীর্ঘদিন ধরে গুরুতর অসুস্থ। তার উন্নত চিকিৎসার জন্য বিদেশে পাঠানো জরুরি বলে মেডিকেল বোর্ডের চিকিৎসকরা মত দিয়েছেন। নেতারা বলেন, সরকার মানবিক কারণে তাকে বিদেশে চিকিৎসার সুযোগ দিচ্ছে না। অবিলম্বে খালেদা জিয়ার নিঃশর্ত মুক্তি এবং বিদেশে চিকিৎসার অনুমতি দাবি করেন তারা। সভায় দলের সিনিয়র নেতারা উপস্থিত ছিলেন এবং তারা সরকারের কঠোর সমালোচনা করেন।: [1359, 370, 1541, 454]
- article-body: লাঞ্ছিত-বঞ্চিত নিপীড়িত-নির্যাতিত মানুষের মুক্তির সনদ। বাঙালির মুক্তির সনদের ৫০তম প্রতিবিম্ব। আজ থেকে ৫১ বছর আগে এই দিনে রেসকোর্স ময়দানে বাঙালির অবিসংবাদিত নেতা বঙ্গবন্ধু শেখ মুজিবুর রহমান দিয়েছিলেন সেই ঐতিহাসিক ভাষণ। সেদিন লাখো মানুষের উপস্থিতিতে বঙ্গবন্ধু ঘোষণা করেছিলেন, 'এবারের সংগ্রাম আমাদের মুক্তির সংগ্রাম, এবারের সংগ্রাম স্বাধীনতার সংগ্রাম।' এই ভাষণই বাঙালি জাতিকে স্বাধীনতার মন্ত্রে উজ্জীবিত করেছিল।: [32, 759, 523, 800]
- article-body: বিএনপির চেয়ারপারসন খালেদা জিয়া দীর্ঘদিন ধরে গুরুতর অসুস্থ। তার উন্নত চিকিৎসার জন্য বিদেশে পাঠানো জরুরি বলে মেডিকেল বোর্ডের চিকিৎসকরা মত দিয়েছেন। নেতারা বলেন, সরকার মানবিক কারণে তাকে বিদেশে চিকিৎসার সুযোগ দিচ্ছে না। অবিলম্বে খালেদা জিয়ার নিঃশর্ত মুক্তি এবং বিদেশে চিকিৎসার অনুমতি দাবি করেন তারা। সভায় দলের সিনিয়র নেতারা উপস্থিত ছিলেন এবং তারা সরকারের কঠোর সমালোচনা করেন।: [1359, 458, 1541, 541]
- issue-date: ৭ মার্চ ২০২২ । ২২ ফাল্গুন ১৪২৮: [1150, 65, 1303, 100]
- article-body: ঘটেছে। স্থানীয় সূত্র জানায়, শনিবার দুপুরে রোয়াংছড়ি উপজেলার তারাছা ইউনিয়নের নোয়াপাড়ায় পার্বত্য চট্টগ্রাম জনসংহতি সমিতির উমুংয় মারমা নামের এক ব্যক্তিকে গুলি করে এবং গুলিবিদ্ধ অবস্থায় তাকে অপহরণ করে সন্ত্রাসীরা। পরে ওই এলাকায় আরও সংঘর্ষ হয়। পুলিশ ও নিরাপত্তা বাহিনীর সদস্যরা ঘটনাস্থলে গিয়ে এলাকা ঘিরে রেখেছে। রোয়াংছড়ি থানার ওসি আবদুল মান্নান জানান, বাংলাদেশ সেনাবাহিনীর কয়েকটি টিম এবং পুলিশের দুটি টিম দুপুরের মধ্যে ঘটনাস্থলে পৌঁছে।: [540, 195, 802, 269]
- table-cell: 7: [868, 1507, 885, 1520]
- table-cell: Brief Description of Services: [884, 1887, 967, 1932]
- article-body: বাংলাদেশ ক্রাইম রিপোর্টার্স অ্যাসোসিয়েশনের (ক্র্যাব) ফ্যামিলি ডে উপলক্ষে আয়োজিত র‍্যাফেল ড্রতে বিজয়ী পাঁচজনের হাতে মোটরসাইকেল তুলে দেওয়া হয়েছে। গতকাল রাজধানীর সেগুনবাগিচায় ক্র্যাব কার্যালয়ে আনুষ্ঠানিকভাবে পুরস্কার হস্তান্তর করা হয়। গত ১৯ ফেব্রুয়ারি অনুষ্ঠিত ক্র্যাব ফ্যামিলি ডে-২০২২ উৎসবে সদস্যদের পরিবারের জন্য নানা আয়োজন ছিল।: [814, 359, 1052, 421]
- article-body: অন্যতম উৎস হিসেবে বিবেচনা করা হয়। সমুদ্র অর্থনীতির সম্ভাবনা কাজে লাগাতে হলে দক্ষ জনশক্তি গড়ে তুলতে হবে। প্রধানমন্ত্রী শেখ হাসিনার নেতৃত্বে ২০১২ সালে মিয়ানমার এবং ২০১৪ সালে ভারতের সঙ্গে সমুদ্রসীমা বিরোধের শান্তিপূর্ণ নিষ্পত্তি হয়েছে। এর ফলে বঙ্গোপসাগরে বিশাল এলাকায় বাংলাদেশের সার্বভৌম অধিকার প্রতিষ্ঠিত হয়েছে। এই বিশাল সমুদ্র এলাকার সম্পদ আহরণে সরকার নানা উদ্যোগ নিয়েছে।: [1066, 885, 1344, 947]
- table-row: [868, 1978, 1535, 2002]
- article-body: অনুষ্ঠানে উপস্থিত ছিলেন ক্র্যাব সভাপতি মির্জা মেহেদী তমাল, সাধারণ সম্পাদক মাসুদ কার্জন এবং পৃষ্ঠপোষক প্রতিষ্ঠানের প্রতিনিধিরা। প্রথম পুরস্কার বিজয়ীর হাতে একটি মোটরসাইকেল তুলে দেন প্রধান অতিথি। এ ছাড়া দ্বিতীয় থেকে পঞ্চম পুরস্কার বিজয়ীদেরও মোটরসাইকেল হস্তান্তর করা হয়। বক্তারা বলেন, ক্র্যাব সব সময় সদস্যদের কল্যাণে কাজ করে যাবে।: [814, 546, 1052, 598]
- table-cell: 6: [868, 1481, 885, 1494]
- table-cell: Invitation for: [884, 1445, 967, 1468]
- article-body: রাষ্ট্রদূত ড. এ কে আবদুল মোমেন। উপস্থিত ছিলেন পররাষ্ট্র সচিব মাসুদ বিন মোমেন। পররাষ্ট্রমন্ত্রী জানান, প্রধানমন্ত্রী শেখ হাসিনা আগামী ৭-১১ মার্চ আমিরাত সফর করবেন। -নিজস্ব প্রতিবেদক: [32, 195, 523, 216]
- article-body: জাতিসংঘের হিসাবে ইতোমধ্যে ১৫ লাখের বেশি মানুষ ইউক্রেন ছেড়ে প্রতিবেশী দেশগুলোতে আশ্রয় নিয়েছে। পোল্যান্ড, হাঙ্গেরি, মলদোভা ও রোমানিয়া সীমান্তে শরণার্থীদের ভিড় বাড়ছে। আন্তর্জাতিক রেডক্রস কমিটি মারিউপোলের পরিস্থিতিকে বিপর্যয়কর বলে বর্ণনা করেছে। রাশিয়ার বিরুদ্ধে পশ্চিমা দেশগুলোর নিষেধাজ্ঞা আরও কঠোর হচ্ছে এবং ভিসা ও মাস্টারকার্ড রাশিয়ায় কার্যক্রম স্থগিত করেছে।: [540, 540, 802, 593]
- article-body: বাংলাদেশ ক্রাইম রিপোর্টার্স অ্যাসোসিয়েশনের (ক্র্যাব) ফ্যামিলি ডে উপলক্ষে আয়োজিত র‍্যাফেল ড্রতে বিজয়ী পাঁচজনের হাতে মোটরসাইকেল তুলে দেওয়া হয়েছে। গতকাল রাজধানীর সেগুনবাগিচায় ক্র্যাব কার্যালয়ে আনুষ্ঠানিকভাবে পুরস্কার হস্তান্তর করা হয়। গত ১৯ ফেব্রুয়ারি অনুষ্ঠিত ক্র্যাব ফ্যামিলি ডে-২০২২ উৎসবে সদস্যদের পরিবারের জন্য নানা আয়োজন ছিল।: [814, 844, 1052, 907]
- sign-role: Director (Operation): [1460, 2321, 1533, 2331]
- table-header: Opening Date & Time: [764, 1988, 853, 2015]
- byline: (প্রথম পৃষ্ঠার পর): [32, 180, 94, 191]
- article-body: অন্যতম উৎস হিসেবে বিবেচনা করা হয়। সমুদ্র অর্থনীতির সম্ভাবনা কাজে লাগাতে হলে দক্ষ জনশক্তি গড়ে তুলতে হবে। প্রধানমন্ত্রী শেখ হাসিনার নেতৃত্বে ২০১২ সালে মিয়ানমার এবং ২০১৪ সালে ভারতের সঙ্গে সমুদ্রসীমা বিরোধের শান্তিপূর্ণ নিষ্পত্তি হয়েছে। এর ফলে বঙ্গোপসাগরে বিশাল এলাকায় বাংলাদেশের সার্বভৌম অধিকার প্রতিষ্ঠিত হয়েছে। এই বিশাল সমুদ্র এলাকার সম্পদ আহরণে সরকার নানা উদ্যোগ নিয়েছে।: [1066, 687, 1344, 750]
- table-cell: 1,000/- (One Thousand) only to be deposited in favor of Chairman, BRTA in Bangladesh Bank through Treasury chalan in the code: 1-5043-0000-2366: [967, 1932, 1535, 1955]
- table-cell: 18: [868, 1794, 885, 1817]
- table-cell: Name & Address of the office(s): [884, 1711, 967, 1735]
- table-cell: Name of Official Inviting Tender: [884, 2015, 967, 2038]
- article-body: বাংলাদেশ ক্রাইম রিপোর্টার্স অ্যাসোসিয়েশনের (ক্র্যাব) ফ্যামিলি ডে উপলক্ষে আয়োজিত র‍্যাফেল ড্রতে বিজয়ী পাঁচজনের হাতে মোটরসাইকেল তুলে দেওয়া হয়েছে। গতকাল রাজধানীর সেগুনবাগিচায় ক্র্যাব কার্যালয়ে আনুষ্ঠানিকভাবে পুরস্কার হস্তান্তর করা হয়। গত ১৯ ফেব্রুয়ারি অনুষ্ঠিত ক্র্যাব ফ্যামিলি ডে-২০২২ উৎসবে সদস্যদের পরিবারের জন্য নানা আয়োজন ছিল।: [814, 723, 1052, 786]
- table-cell: 5: [868, 1468, 885, 1481]
- table-row: [868, 2002, 1535, 2015]
- table-cell: - Receiving Tender Document: [884, 1771, 967, 1794]
- notice-date: Date: 03/03/2022.: [782, 1930, 853, 1941]
- article-body: ইউক্রেন ও রুশ বাহিনী তারাছ বোমা হামলার জন্য ওডেসাকে টার্গেট করেছে। শনিবার রুশ প্রেসিডেন্ট ভ্লাদিমির পুতিন পশ্চিমাদের প্রতি সতর্ক বার্তা দিয়ে বলেছেন, রাশিয়ার নিরাপত্তা বিঘ্নিত হলে তা কখনো মেনে নেওয়া হবে না। রুশ প্রতিরক্ষা মন্ত্রণালয়ের মুখপাত্র ইগোর কোনাশেনকভ জানিয়েছেন, রাশিয়া বেসামরিক মানুষকে সরিয়ে নিতে মারিউপোল ও ভোলনোভাখা শহরে অস্ত্রবিরতি ঘোষণা করেছিল। তবে ইউক্রেনীয় বাহিনী সে সুযোগ নিয়ে পুনরায় সংগঠিত হয়েছে।: [540, 596, 802, 659]
- table-row: [868, 1383, 1535, 1396]
- article-body: জাতিসংঘের হিসাবে ইতোমধ্যে ১৫ লাখের বেশি মানুষ ইউক্রেন ছেড়ে প্রতিবেশী দেশগুলোতে আশ্রয় নিয়েছে। পোল্যান্ড, হাঙ্গেরি, মলদোভা ও রোমানিয়া সীমান্তে শরণার্থীদের ভিড় বাড়ছে। আন্তর্জাতিক রেডক্রস কমিটি মারিউপোলের পরিস্থিতিকে বিপর্যয়কর বলে বর্ণনা করেছে। রাশিয়ার বিরুদ্ধে পশ্চিমা দেশগুলোর নিষেধাজ্ঞা আরও কঠোর হচ্ছে এবং ভিসা ও মাস্টারকার্ড রাশিয়ায় কার্যক্রম স্থগিত করেছে।: [540, 1103, 802, 1156]
- table-row: [868, 1605, 1535, 1629]
- table-cell: 9: [868, 1569, 885, 1582]
- table-cell: 22: [868, 1932, 885, 1955]
- article-body: রাজধানীর খিলগাঁও রেলগেট এলাকায় ট্রেনের নিচে দুই পা কাটা পড়ে এক নারীর মৃত্যু হয়েছে। তার আনুমানিক বয়স (৪০)। গতকাল সকালে দুর্ঘটনার পর স্থানীয়রা তাকে উদ্ধার করে ঢাকা মেডিকেল কলেজ হাসপাতালে নিয়ে গেলে চিকিৎসাধীন অবস্থায় দুপুরে তার মৃত্যু হয়। তার পরিচয় জানা যায়নি। বিষয়টি নিশ্চিত করেছেন কমলাপুর রেলওয়ে থানার উপপরিদর্শক।: [1066, 332, 1344, 384]
- table-cell: Operation, Servicing & Maintenance of Kleemann Brand 3 Nos. 1250kg Passenger Lift and 1 No. 1250kg Goods Lift for 12-Storied BRTA Office Building of Bangladesh Road Transport Authority at Banani, Dhaka-1212 for the period of 36 Months.: [967, 1445, 1535, 1468]
- table-cell: 1) Monthly servicing and maintenance for 3 (Three) years or 36 Months of Kleemann Brand 3 Nos. 1250kg Passenger Lift and 1 No. 1250kg Goods Lift (12-Stops-2 Lifts and 14-Stops-2 Lifts) lift work as cleaning, checking, trouble shooting, balancing, greasing, oiling (fixing of the spare etc. as required for trouble free operation of lifts. 2) Providing 3 (Three) Nos. Lift Operator/ Attendant for 3 (Three) years or 36 Months for operating the lifts (8 hours per person as roster duty) as per lift operation manual and as per direction of the Director (Operation), BRTA, Banani, Dhaka or authorized representative of Director (Operation), BRTA.: [967, 1887, 1535, 1932]
- sign-name: (Abdul Matin Dali): [712, 2273, 788, 2283]
- article-body: আওয়ামী লীগের কর্মসূচি: ঐতিহাসিক ৭ মার্চ উপলক্ষে বিস্তারিত কর্মসূচি হাতে নিয়েছে আওয়ামী লীগ। সকাল সাড়ে ৬টায় বঙ্গবন্ধু ভবন ও কেন্দ্রীয় কার্যালয়সহ দেশব্যাপী দলীয় কার্যালয়ে জাতীয় ও দলীয় পতাকা উত্তোলন। সকাল ৯টায় ধানমন্ডি ৩২ নম্বরে বঙ্গবন্ধুর প্রতিকৃতিতে পুষ্পাঞ্জলি অর্পণ। বিকালে আলোচনা সভা অনুষ্ঠিত হবে।: [32, 1267, 523, 1298]
- table-row: [868, 1409, 1535, 1422]
- column-2: [540, 153, 802, 1809]
- table-row: [868, 1771, 1535, 1794]
- logo-part2: প্রতিদিন: [285, 36, 486, 109]
- signature-date: 03.03.2022: [713, 2256, 788, 2272]
- notice-note: This is an Online Tender, where only e-Tender will be accepted in the e-GP Portal and offline/hard copies will be not accepted. To submit e-Tender, registration in the National e-GP system portal (http://www.eprocure.gov.bd) is required. Further information and guidelines are available in the National e-GP system portal and from e-GP helpdesk (helpdesk@eprocure.gov.bd).: [51, 2097, 834, 2120]
- table-cell: 22/03/2022 Time: 13:30 pm: [675, 2067, 764, 2093]
- date-box: [1126, 42, 1303, 101]
- table-cell: Tender Security Amount (Tk): [1310, 1955, 1408, 1978]
- article-body: বিএনপির চেয়ারপারসন খালেদা জিয়া দীর্ঘদিন ধরে গুরুতর অসুস্থ। তার উন্নত চিকিৎসার জন্য বিদেশে পাঠানো জরুরি বলে মেডিকেল বোর্ডের চিকিৎসকরা মত দিয়েছেন। নেতারা বলেন, সরকার মানবিক কারণে তাকে বিদেশে চিকিৎসার সুযোগ দিচ্ছে না। অবিলম্বে খালেদা জিয়ার নিঃশর্ত মুক্তি এবং বিদেশে চিকিৎসার অনুমতি দাবি করেন তারা। সভায় দলের সিনিয়র নেতারা উপস্থিত ছিলেন এবং তারা সরকারের কঠোর সমালোচনা করেন।: [1359, 283, 1541, 367]
- article-body: জাতিসংঘের হিসাবে ইতোমধ্যে ১৫ লাখের বেশি মানুষ ইউক্রেন ছেড়ে প্রতিবেশী দেশগুলোতে আশ্রয় নিয়েছে। পোল্যান্ড, হাঙ্গেরি, মলদোভা ও রোমানিয়া সীমান্তে শরণার্থীদের ভিড় বাড়ছে। আন্তর্জাতিক রেডক্রস কমিটি মারিউপোলের পরিস্থিতিকে বিপর্যয়কর বলে বর্ণনা করেছে। রাশিয়ার বিরুদ্ধে পশ্চিমা দেশগুলোর নিষেধাজ্ঞা আরও কঠোর হচ্ছে এবং ভিসা ও মাস্টারকার্ড রাশিয়ায় কার্যক্রম স্থগিত করেছে।: [540, 916, 802, 968]
- ad-line2: জাতীয় মেধায় ১০৭৫ জনের সাফল্য!!!: [1381, 1025, 1517, 1037]
- article-body: বঙ্গবন্ধু কর্তৃক ৭ মার্চের ভাষণ আজ বিশ্ব প্রামাণ্য ঐতিহ্যের অংশ। ইউনেস্কো এই ভাষণকে মেমোরি অব দ্য ওয়ার্ল্ড ইন্টারন্যাশনাল রেজিস্টারে অন্তর্ভুক্ত করেছে। দিবসটি উপলক্ষে রাষ্ট্রপতি ও প্রধানমন্ত্রী পৃথক বাণী দিয়েছেন। আওয়ামী লীগসহ বিভিন্ন সংগঠন দিনব্যাপী নানা কর্মসূচি হাতে নিয়েছে। সকালে বঙ্গবন্ধু ভবনে জাতির পিতার প্রতিকৃতিতে শ্রদ্ধা নিবেদন করা হবে।: [32, 1302, 523, 1333]
- table-cell: 26: [868, 2072, 885, 2095]
- article-body: ইউক্রেনের পশ্চিমা সহায়তা চাওয়া: ইউক্রেনের প্রেসিডেন্ট ভলোদিমির জেলেনস্কি পশ্চিমা দেশগুলোর কাছে যুদ্ধবিমান ও আকাশ প্রতিরক্ষা ব্যবস্থা চেয়েছেন। মার্কিন সিনেটরদের সঙ্গে ভিডিও কলে তিনি বলেন, আমাদের আকাশসীমা সুরক্ষিত করতে সহায়তা প্রয়োজন। যুক্তরাষ্ট্রের পররাষ্ট্রমন্ত্রী অ্যান্টনি ব্লিঙ্কেন পোল্যান্ড সফরে বলেছেন, পোল্যান্ড ইউক্রেনকে যুদ্ধবিমান সরবরাহ করলে তাতে সবুজ সংকেত রয়েছে।: [540, 1225, 802, 1288]
- ad-subtitle: নার্সিং ভর্তি কোচিং: [1407, 1077, 1491, 1090]
- tender-table: [51, 1988, 853, 2094]
- logo-part1: বাংলাদেশ: [48, 36, 285, 109]
- sign-phone: Phone: +88-02-55040717: [1443, 2333, 1533, 2343]
- table-cell: 668494: [51, 2015, 93, 2041]
- table-cell: Procurement of Raw Material & Spare Parts for Electronics, IT Support IOT, Apparel Manufacturing Basics and General Electrical Works Trade: [215, 2015, 588, 2041]
- table-cell: Lot No: [884, 1955, 967, 1978]
- table-row: [868, 2095, 1535, 2129]
- table-row: [868, 1794, 1535, 1817]
- table-header: Closing Date & Time: [675, 1988, 764, 2015]
- table-cell: [884, 1652, 967, 1665]
- ad-mode: অফলাইন এবং অনলাইন ব্যাচ: [1397, 1092, 1501, 1103]
- office-name: Office of the Principal: [398, 1850, 506, 1863]
- table-cell: 19: [868, 1843, 885, 1887]
- ad-code: জি-ডি-৩২ (৫' x ৪): [51, 2327, 118, 2338]
- table-row: [868, 1758, 1535, 1771]
- ad-branch-item: সাভার: ০১৭০৮-৫৮৯৯০১: [1363, 1143, 1460, 1153]
- ad-branch-item: ময়মনসিংহ: ০১৭০৮-৫৮৯৯০৬: [1363, 1203, 1475, 1214]
- byline: (প্রথম পৃষ্ঠার পর): [1066, 671, 1128, 682]
- ad-branch-list: [1358, 1130, 1540, 1263]
- article-body: বাংলাদেশ ক্রাইম রিপোর্টার্স অ্যাসোসিয়েশনের (ক্র্যাব) ফ্যামিলি ডে উপলক্ষে আয়োজিত র‍্যাফেল ড্রতে বিজয়ী পাঁচজনের হাতে মোটরসাইকেল তুলে দেওয়া হয়েছে। গতকাল রাজধানীর সেগুনবাগিচায় ক্র্যাব কার্যালয়ে আনুষ্ঠানিকভাবে পুরস্কার হস্তান্তর করা হয়। গত ১৯ ফেব্রুয়ারি অনুষ্ঠিত ক্র্যাব ফ্যামিলি ডে-২০২২ উৎসবে সদস্যদের পরিবারের জন্য নানা আয়োজন ছিল।: [814, 480, 1052, 543]
- table-cell: Ministry/Division: [884, 1396, 967, 1409]
- table-cell: 14.00 BST: [1310, 1665, 1534, 1688]
- table-cell: 22/03/2022 Time: 13:00 pm: [675, 2015, 764, 2041]
- article-body: ইউক্রেন ও রুশ বাহিনী তারাছ বোমা হামলার জন্য ওডেসাকে টার্গেট করেছে। শনিবার রুশ প্রেসিডেন্ট ভ্লাদিমির পুতিন পশ্চিমাদের প্রতি সতর্ক বার্তা দিয়ে বলেছেন, রাশিয়ার নিরাপত্তা বিঘ্নিত হলে তা কখনো মেনে নেওয়া হবে না। রুশ প্রতিরক্ষা মন্ত্রণালয়ের মুখপাত্র ইগোর কোনাশেনকভ জানিয়েছেন, রাশিয়া বেসামরিক মানুষকে সরিয়ে নিতে মারিউপোল ও ভোলনোভাখা শহরে অস্ত্রবিরতি ঘোষণা করেছিল। তবে ইউক্রেনীয় বাহিনী সে সুযোগ নিয়ে পুনরায় সংগঠিত হয়েছে।: [540, 409, 802, 471]
- table-row: [868, 1494, 1535, 1507]
- ad-fee: ৩০০০/- ছাড়ে ভর্তি চলছে: [1358, 1106, 1540, 1130]
- byline: (প্রথম পৃষ্ঠার পর): [32, 263, 94, 274]
- article-body: বঙ্গবন্ধু কর্তৃক ৭ মার্চের ভাষণ আজ বিশ্ব প্রামাণ্য ঐতিহ্যের অংশ। ইউনেস্কো এই ভাষণকে মেমোরি অব দ্য ওয়ার্ল্ড ইন্টারন্যাশনাল রেজিস্টারে অন্তর্ভুক্ত করেছে। দিবসটি উপলক্ষে রাষ্ট্রপতি ও প্রধানমন্ত্রী পৃথক বাণী দিয়েছেন। আওয়ামী লীগসহ বিভিন্ন সংগঠন দিনব্যাপী নানা কর্মসূচি হাতে নিয়েছে। সকালে বঙ্গবন্ধু ভবনে জাতির পিতার প্রতিকৃতিতে শ্রদ্ধা নিবেদন করা হবে।: [32, 1041, 523, 1072]
- institute-name: Panchagarh Govt.Technical School and College: [289, 1866, 615, 1883]
- table-cell: Md. Lokman Hossain Mollah: [967, 2015, 1535, 2038]
- table-cell: 27: [868, 2095, 885, 2129]
- table-cell: Date: [967, 1652, 1310, 1665]
- table-row: [868, 2129, 1535, 2142]
- table-cell: 1: [868, 1396, 885, 1409]
- portrait-image: [659, 1846, 716, 1896]
- ad-branch-item: রংপুর: ০১৭০৮-৫৮৯৯০৭: [1363, 1215, 1458, 1226]
- article-body: অনুষ্ঠানে উপস্থিত ছিলেন ক্র্যাব সভাপতি মির্জা মেহেদী তমাল, সাধারণ সম্পাদক মাসুদ কার্জন এবং পৃষ্ঠপোষক প্রতিষ্ঠানের প্রতিনিধিরা। প্রথম পুরস্কার বিজয়ীর হাতে একটি মোটরসাইকেল তুলে দেন প্রধান অতিথি। এ ছাড়া দ্বিতীয় থেকে পঞ্চম পুরস্কার বিজয়ীদেরও মোটরসাইকেল হস্তান্তর করা হয়। বক্তারা বলেন, ক্র্যাব সব সময় সদস্যদের কল্যাণে কাজ করে যাবে।: [814, 667, 1052, 720]
- table-row: [868, 1843, 1535, 1887]
- table-cell: - The minimum number of years of general experience of the Tenderer in contracting industries in public sector as Prime Contractor/Sub Contractor/Management Contractor shall be 10 (Ten) years. - The minimum specific experience as a Prime Contractor in providing Operation, Maintenance, Servicing of Kleemann Brand lift at Govt./ Autonomous Offices completed with a value of at least Tk. 16 (Sixteen) lac under a single contract within last three (03) year shall be required. Years counting backward from the date of publication of the IFT. -Others are as described in tenders document.: [967, 1843, 1535, 1887]
- table-cell: KEY INFORMATION: [868, 1494, 1535, 1507]
- table-cell: 8: [868, 1533, 885, 1556]
- article-body: অনুষ্ঠানে উপস্থিত ছিলেন ক্র্যাব সভাপতি মির্জা মেহেদী তমাল, সাধারণ সম্পাদক মাসুদ কার্জন এবং পৃষ্ঠপোষক প্রতিষ্ঠানের প্রতিনিধিরা। প্রথম পুরস্কার বিজয়ীর হাতে একটি মোটরসাইকেল তুলে দেন প্রধান অতিথি। এ ছাড়া দ্বিতীয় থেকে পঞ্চম পুরস্কার বিজয়ীদেরও মোটরসাইকেল হস্তান্তর করা হয়। বক্তারা বলেন, ক্র্যাব সব সময় সদস্যদের কল্যাণে কাজ করে যাবে।: [814, 303, 1052, 355]
- headline[interactable]: খালেদা জিয়ার মুক্তির: [1367, 154, 1533, 177]
- institute-place: Panchagarh.: [424, 1886, 480, 1898]
- article-body: অনুষ্ঠানে উপস্থিত ছিলেন ক্র্যাব সভাপতি মির্জা মেহেদী তমাল, সাধারণ সম্পাদক মাসুদ কার্জন এবং পৃষ্ঠপোষক প্রতিষ্ঠানের প্রতিনিধিরা। প্রথম পুরস্কার বিজয়ীর হাতে একটি মোটরসাইকেল তুলে দেন প্রধান অতিথি। এ ছাড়া দ্বিতীয় থেকে পঞ্চম পুরস্কার বিজয়ীদেরও মোটরসাইকেল হস্তান্তর করা হয়। বক্তারা বলেন, ক্র্যাব সব সময় সদস্যদের কল্যাণে কাজ করে যাবে।: [814, 910, 1052, 963]
- table-row: [868, 1533, 1535, 1556]
- article-body: বাংলাদেশ ক্রাইম রিপোর্টার্স অ্যাসোসিয়েশনের (ক্র্যাব) ফ্যামিলি ডে উপলক্ষে আয়োজিত র‍্যাফেল ড্রতে বিজয়ী পাঁচজনের হাতে মোটরসাইকেল তুলে দেওয়া হয়েছে। গতকাল রাজধানীর সেগুনবাগিচায় ক্র্যাব কার্যালয়ে আনুষ্ঠানিকভাবে পুরস্কার হস্তান্তর করা হয়। গত ১৯ ফেব্রুয়ারি অনুষ্ঠিত ক্র্যাব ফ্যামিলি ডে-২০২২ উৎসবে সদস্যদের পরিবারের জন্য নানা আয়োজন ছিল।: [814, 602, 1052, 664]
- table-cell: PTSC/PGR/e_GP/ GD_005/2021_22: [93, 2067, 215, 2093]
- table-cell: 2: [868, 1409, 885, 1422]
- table-cell: Supply & Installation Teaching Learning Materials: [215, 2067, 588, 2093]
- tender-header-1: Government of the People's Republic of Bangladesh: [1049, 1303, 1353, 1318]
- table-cell: PARTICULAR INFORMATION: [868, 1556, 1535, 1569]
- ad-branch-item: জামালপুর: ০১৭০৮-৫৮৯৯১০: [1363, 1251, 1473, 1262]
- table-row: [868, 1569, 1535, 1582]
- table-cell: Director (Operation), BRTA HQ, BRTA Bhaban, 9th Floor (Room-1001), South Block, Banani, Dhaka-1212: [967, 1771, 1535, 1794]
- article-body: বিএনপির চেয়ারপারসন খালেদা জিয়া দীর্ঘদিন ধরে গুরুতর অসুস্থ। তার উন্নত চিকিৎসার জন্য বিদেশে পাঠানো জরুরি বলে মেডিকেল বোর্ডের চিকিৎসকরা মত দিয়েছেন। নেতারা বলেন, সরকার মানবিক কারণে তাকে বিদেশে চিকিৎসার সুযোগ দিচ্ছে না। অবিলম্বে খালেদা জিয়ার নিঃশর্ত মুক্তি এবং বিদেশে চিকিৎসার অনুমতি দাবি করেন তারা। সভায় দলের সিনিয়র নেতারা উপস্থিত ছিলেন এবং তারা সরকারের কঠোর সমালোচনা করেন।: [1359, 632, 1541, 716]
- table-cell: Procuring Entity Name: [884, 1422, 967, 1445]
- article-body: অন্যতম উৎস হিসেবে বিবেচনা করা হয়। সমুদ্র অর্থনীতির সম্ভাবনা কাজে লাগাতে হলে দক্ষ জনশক্তি গড়ে তুলতে হবে। প্রধানমন্ত্রী শেখ হাসিনার নেতৃত্বে ২০১২ সালে মিয়ানমার এবং ২০১৪ সালে ভারতের সঙ্গে সমুদ্রসীমা বিরোধের শান্তিপূর্ণ নিষ্পত্তি হয়েছে। এর ফলে বঙ্গোপসাগরে বিশাল এলাকায় বাংলাদেশের সার্বভৌম অধিকার প্রতিষ্ঠিত হয়েছে। এই বিশাল সমুদ্র এলাকার সম্পদ আহরণে সরকার নানা উদ্যোগ নিয়েছে।: [1066, 819, 1344, 881]
- table-cell: 28: [868, 2129, 885, 2142]
- table-cell: [884, 1817, 967, 1830]
- table-cell: Date: 22 March 2022: [967, 1817, 1310, 1830]
- day-badge: সোমবার: [1246, 42, 1303, 60]
